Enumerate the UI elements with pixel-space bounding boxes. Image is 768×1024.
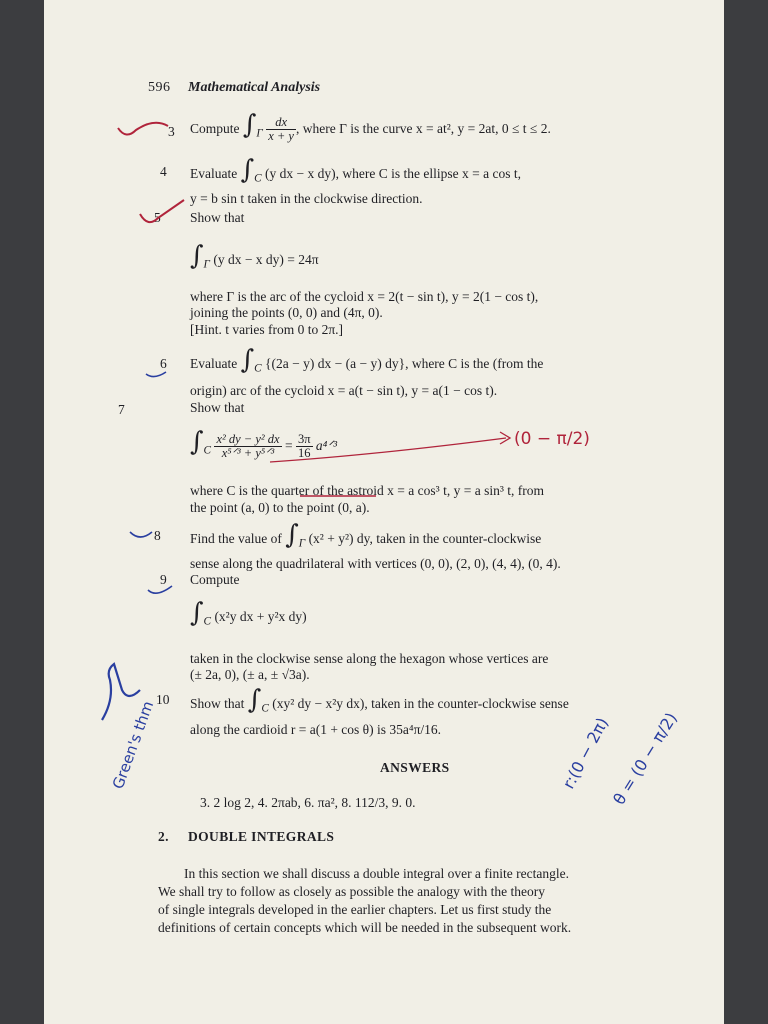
problem-number: 5	[154, 210, 161, 225]
fraction	[214, 433, 281, 460]
red-checkmark-icon	[118, 123, 168, 135]
integral-sign-icon: ∫	[247, 685, 262, 715]
problem-text: (x² + y²) dy, taken in the counter-clockwise	[308, 531, 542, 546]
equation-text: a⁴ᐟ³	[315, 438, 338, 453]
problem-text: Compute	[190, 572, 240, 587]
problem-number: 10	[156, 692, 170, 707]
integral-subscript: Γ	[203, 258, 210, 271]
problem-text: Compute	[190, 121, 240, 136]
section-title: DOUBLE INTEGRALS	[188, 829, 335, 844]
problem-text: sense along the quadrilateral with vertices (0, 0), (2, 0), (4, 4), (0, 4).	[190, 556, 561, 571]
integral-sign-icon: ∫	[190, 241, 204, 271]
display-equation	[190, 427, 338, 461]
problem-text: Show that	[190, 696, 245, 711]
problem-hint: [Hint. t varies from 0 to 2π.]	[190, 322, 344, 337]
equation-text: (x²y dx + y²x dy)	[214, 609, 307, 624]
problem-text: Evaluate	[190, 166, 238, 181]
blue-checkmark-icon	[130, 532, 152, 537]
problem-text: joining the points (0, 0) and (4π, 0).	[190, 305, 383, 320]
problem-number: 9	[160, 572, 167, 587]
problem-number: 3	[168, 124, 175, 139]
problem-text: Find the value of	[190, 531, 282, 546]
section-number: 2.	[158, 829, 169, 844]
handwritten-note-10b-group	[609, 709, 681, 808]
problem-text: Show that	[190, 210, 245, 225]
problem-8-line	[190, 520, 542, 552]
integral-subscript: C	[203, 444, 212, 457]
problem-10-line	[190, 685, 569, 717]
fraction	[266, 116, 296, 143]
fraction	[296, 433, 313, 460]
problem-text: where Γ is the arc of the cycloid x = 2(t − sin t), y = 2(1 − cos t),	[190, 289, 539, 304]
integral-sign-icon: ∫	[240, 345, 255, 375]
margin-note: Green's thm	[108, 698, 158, 792]
problem-text: the point (a, 0) to the point (0, a).	[190, 500, 370, 515]
integral-subscript: C	[203, 615, 212, 628]
blue-checkmark-icon	[146, 372, 166, 377]
section-paragraph-line: definitions of certain concepts which will be needed in the subsequent work.	[158, 920, 572, 935]
margin-note-group	[109, 699, 157, 792]
integral-sign-icon: ∫	[190, 598, 204, 628]
problem-4-line	[190, 155, 521, 187]
problem-text: along the cardioid r = a(1 + cos θ) is 35a⁴π/16.	[190, 722, 442, 737]
fraction-denominator: x + y	[268, 129, 294, 144]
integral-subscript: C	[254, 172, 262, 185]
problem-text: (xy² dy − x²y dx), taken in the counter-clockwise sense	[272, 696, 569, 711]
running-title: Mathematical Analysis	[188, 80, 321, 95]
section-paragraph-line: In this section we shall discuss a double integral over a finite rectangle.	[184, 866, 570, 881]
fraction-numerator: x² dy − y² dx	[216, 432, 280, 447]
red-arrowhead-icon	[500, 432, 510, 444]
problem-number: 7	[118, 402, 125, 417]
problem-text: Evaluate	[190, 356, 238, 371]
handwritten-note-7: (0 − π/2)	[514, 429, 590, 449]
integral-sign-icon: ∫	[285, 520, 299, 550]
display-equation	[190, 598, 307, 628]
problem-text: taken in the clockwise sense along the hexagon whose vertices are	[190, 651, 549, 666]
problem-number: 8	[154, 528, 161, 543]
problem-number: 4	[160, 164, 167, 179]
handwritten-note-10b: θ = (0 − π/2)	[609, 709, 681, 809]
problem-text: origin) arc of the cycloid x = a(t − sin t), y = a(1 − cos t).	[190, 383, 498, 398]
integral-sign-icon: ∫	[242, 110, 257, 140]
integral-sign-icon: ∫	[190, 427, 204, 457]
red-checkmark-icon	[140, 200, 184, 222]
integral-subscript: Γ	[298, 537, 306, 550]
equals-sign: =	[284, 438, 293, 453]
margin-scribble-icon	[102, 664, 140, 720]
display-equation	[190, 241, 319, 271]
problem-text: where C is the quarter of the astroid x = a cos³ t, y = a sin³ t, from	[190, 483, 544, 498]
problem-text: {(2a − y) dx − (a − y) dy}, where C is the (from the	[265, 356, 544, 371]
problem-text: (± 2a, 0), (± a, ± √3a).	[190, 667, 310, 682]
problem-3-line	[190, 110, 551, 144]
fraction-denominator: x⁵ᐟ³ + y⁵ᐟ³	[221, 446, 275, 461]
fraction-numerator: 3π	[297, 432, 311, 447]
integral-subscript: Γ	[256, 127, 263, 140]
problem-text: (y dx − x dy), where C is the ellipse x = a cos t,	[265, 166, 521, 181]
answers-heading: ANSWERS	[380, 760, 450, 775]
fraction-numerator: dx	[266, 116, 296, 130]
integral-subscript: C	[261, 702, 269, 715]
answers-text: 3. 2 log 2, 4. 2πab, 6. πa², 8. 112/3, 9. 0.	[200, 795, 416, 810]
handwritten-note-10a-group	[559, 714, 612, 792]
integral-subscript: C	[254, 362, 262, 375]
book-page	[44, 0, 724, 1024]
problem-text: , where Γ is the curve x = at², y = 2at, 0 ≤ t ≤ 2.	[295, 121, 551, 136]
problem-number: 6	[160, 356, 167, 371]
problem-6-line	[190, 345, 544, 377]
handwritten-note-10a: r:(0 − 2π)	[558, 714, 613, 792]
equation-text: (y dx − x dy) = 24π	[213, 252, 319, 267]
integral-sign-icon: ∫	[240, 155, 255, 185]
problem-text: y = b sin t taken in the clockwise direction.	[190, 191, 423, 206]
fraction-denominator: 16	[297, 446, 311, 461]
page-number: 596	[148, 80, 171, 95]
section-paragraph-line: of single integrals developed in the earlier chapters. Let us first study the	[158, 902, 552, 917]
section-paragraph-line: We shall try to follow as closely as possible the analogy with the theory	[158, 884, 545, 899]
problem-text: Show that	[190, 400, 245, 415]
